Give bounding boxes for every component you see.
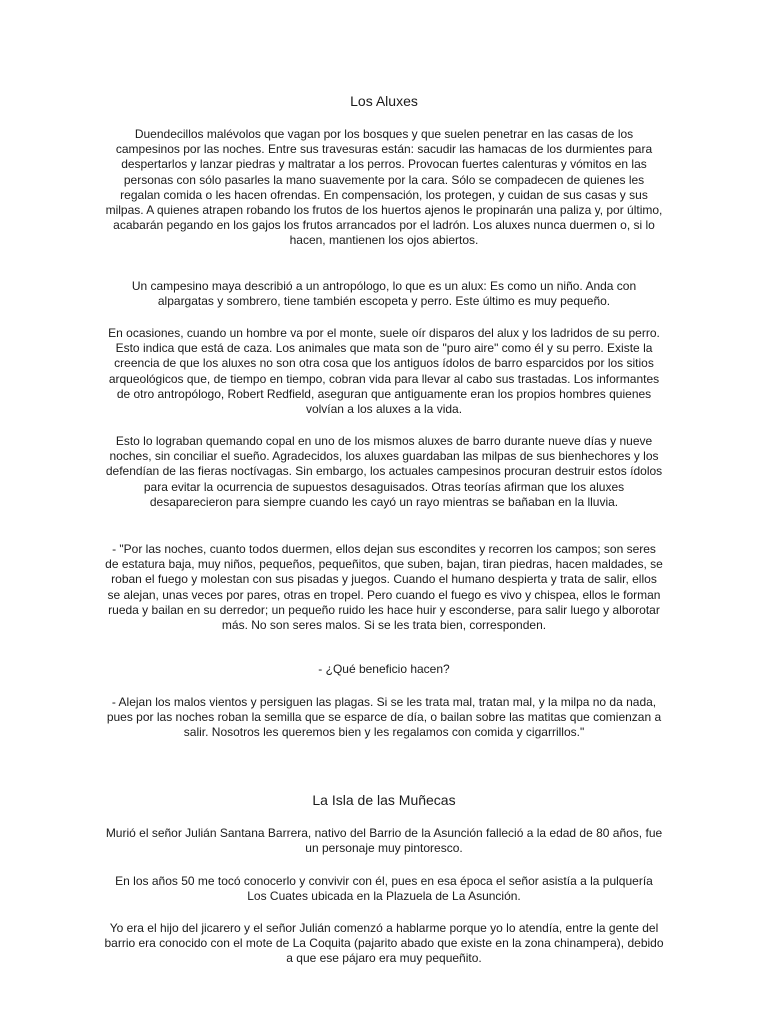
section-title-isla-munecas: La Isla de las Muñecas <box>312 792 456 808</box>
paragraph: - "Por las noches, cuanto todos duermen, ellos dejan sus escondites y recorren los campos; son seres de estatura baja, muy niños, pequeños, pequeñitos, que suben, bajan, tiran piedras, hacen maldades, se roban el fuego y molestan con sus pisadas y juegos. Cuando el humano despierta y trata de salir, ellos se alejan, unas veces por pares, otras en tropel. Pero cuando el fuego es vivo y chispea, ellos le forman rueda y bailan en su derredor; un pequeño ruido les hace huir y esconderse, para salir luego y alborotar más. No son seres malos. Si se les trata bien, corresponden. <box>105 542 663 633</box>
paragraph: Un campesino maya describió a un antropólogo, lo que es un alux: Es como un niño. Anda con alpargatas y sombrero, tiene también escopeta y perro. Este último es muy pequeño. <box>131 279 637 309</box>
paragraph: - Alejan los malos vientos y persiguen las plagas. Si se les trata mal, tratan mal, y la milpa no da nada, pues por las noches roban la semilla que se esparce de día, o bailan sobre las matitas que comienzan a salir. Nosotros les queremos bien y les regalamos con comida y cigarrillos." <box>106 695 662 740</box>
section-title-los-aluxes: Los Aluxes <box>350 93 418 109</box>
paragraph: En los años 50 me tocó conocerlo y convivir con él, pues en esa época el señor asistía a la pulquería Los Cuates ubicada en la Plazuela de La Asunción. <box>115 874 653 904</box>
paragraph: Duendecillos malévolos que vagan por los bosques y que suelen penetrar en las casas de los campesinos por las noches. Entre sus travesuras están: sacudir las hamacas de los durmientes para despertarlos y lanzar piedras y maltratar a los perros. Provocan fuertes calenturas y vómitos en las personas con sólo pasarles la mano suavemente por la cara. Sólo se compadecen de quienes les regalan comida o les hacen ofrendas. En compensación, los protegen, y cuidan de sus casas y sus milpas. A quienes atrapen robando los frutos de los huertos ajenos le propinarán una paliza y, por último, acabarán pegando en los gajos los frutos arrancados por el ladrón. Los aluxes nunca duermen o, si lo hacen, mantienen los ojos abiertos. <box>105 127 663 248</box>
paragraph: Yo era el hijo del jicarero y el señor Julián comenzó a hablarme porque yo lo atendía, entre la gente del barrio era conocido con el mote de La Coquita (pajarito abado que existe en la zona chinampera), debido a que ese pájaro era muy pequeñito. <box>104 921 664 966</box>
paragraph: En ocasiones, cuando un hombre va por el monte, suele oír disparos del alux y los ladridos de su perro. Esto indica que está de caza. Los animales que mata son de "puro aire" como él y su perro. Existe la creencia de que los aluxes no son otra cosa que los antiguos ídolos de barro esparcidos por los sitios arqueológicos que, de tiempo en tiempo, cobran vida para llevar al cabo sus trastadas. Los informantes de otro antropólogo, Robert Redfield, aseguran que antiguamente eran los propios hombres quienes volvían a los aluxes a la vida. <box>108 326 660 417</box>
paragraph: Murió el señor Julián Santana Barrera, nativo del Barrio de la Asunción falleció a la edad de 80 años, fue un personaje muy pintoresco. <box>105 826 663 856</box>
paragraph: - ¿Qué beneficio hacen? <box>318 662 450 676</box>
paragraph: Esto lo lograban quemando copal en uno de los mismos aluxes de barro durante nueve días y nueve noches, sin conciliar el sueño. Agradecidos, los aluxes guardaban las milpas de sus bienhechores y los defendían de las fieras noctívagas. Sin embargo, los actuales campesinos procuran destruir estos ídolos para evitar la ocurrencia de supuestos desaguisados. Otras teorías afirman que los aluxes desaparecieron para siempre cuando les cayó un rayo mientras se bañaban en la lluvia. <box>105 434 663 509</box>
